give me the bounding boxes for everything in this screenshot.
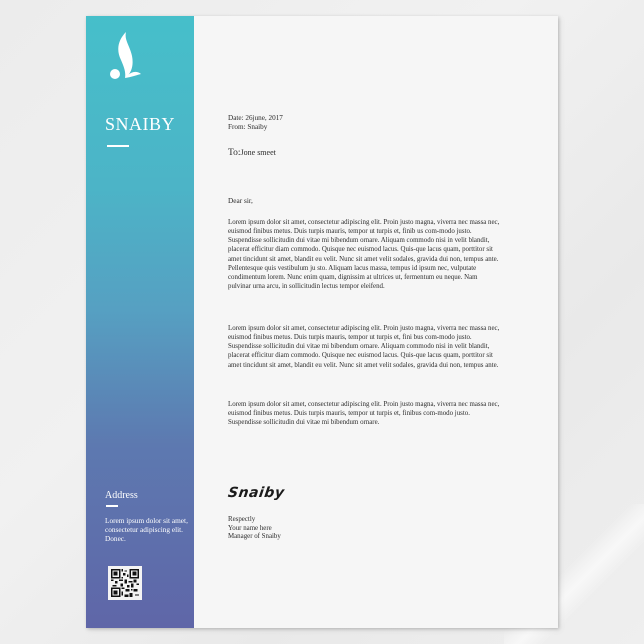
- sidebar-gradient-band: [86, 16, 194, 628]
- closing-title: Manager of Snaiby: [228, 533, 281, 541]
- from-line: From: Snaiby: [228, 123, 268, 131]
- date-line: Date: 26june, 2017: [228, 114, 283, 122]
- letter-meta: [228, 114, 283, 132]
- recipient-line: [228, 148, 276, 158]
- brand-name: SNAIBY: [104, 114, 175, 134]
- leaf-swan-logo-icon: [104, 30, 148, 84]
- closing-salutation: Respectly: [228, 516, 256, 523]
- address-heading: Address: [105, 490, 138, 501]
- body-paragraph: Lorem ipsum dolor sit amet, consectetur adipiscing elit. Proin justo magna, viverra nec massa nec, euismod finibus metus. Duis turpis mauris, tempor ut turpis et, finib us com-modo justo. Suspendisse sollicitudin dui vitae mi bibendum ornare. Aliquam commodo nisi in velit blandit, placerat efficitur diam commodo. Quisque nec euismod lacus. Quis-que lacus quam, porttitor sit amet tincidunt sit amet, blandit eu velit. Nunc sit amet velit sodales, gravida dui non, tempus ante. Pellentesque quis vestibulum ju sto. Aliquam lacus massa, tempus id ipsum nec, vulputate condimentum lorem. Nunc enim quam, dignissim at ultrices ut, fermentum eu neque. Nam pulvinar urna arcu, in sollicitudin lectus tempor eleifend.: [228, 219, 500, 291]
- brand-divider: [107, 145, 129, 147]
- body-paragraph: Lorem ipsum dolor sit amet, consectetur adipiscing elit. Proin justo magna, viverra nec massa nec, euismod finibus metus. Duis turpis mauris, tempor ut turpis et, fini bus com-modo justo. Suspendisse sollicitudin dui vitae mi bibendum ornare. Aliquam commodo nisi in velit blandit, placerat efficitur diam commodo. Quisque nec euismod lacus. Quis-que lacus quam, porttitor sit amet tincidunt sit amet, blandit eu velit. Nunc sit amet velit sodales, gravida dui non, tempus ante.: [228, 325, 500, 369]
- recipient-name: Jone smeet: [240, 148, 276, 157]
- letterhead-page: [86, 16, 558, 628]
- greeting: Dear sir,: [228, 196, 253, 205]
- to-label: To:: [228, 148, 241, 158]
- closing-block: [228, 516, 281, 542]
- address-divider: [106, 505, 118, 507]
- signature: Snaiby: [226, 485, 286, 501]
- address-text: Lorem ipsum dolor sit amet, consectetur adipiscing elit. Donec.: [105, 516, 188, 544]
- qr-code-icon: [108, 566, 142, 600]
- closing-name: Your name here: [228, 524, 272, 532]
- body-paragraph: Lorem ipsum dolor sit amet, consectetur adipiscing elit. Proin justo magna, viverra nec massa nec, euismod finibus metus. Duis turpis mauris, tempor ut turpis et, finibus com-modo justo. Suspendisse sollicitudin dui vitae mi bibendum ornare.: [228, 401, 500, 427]
